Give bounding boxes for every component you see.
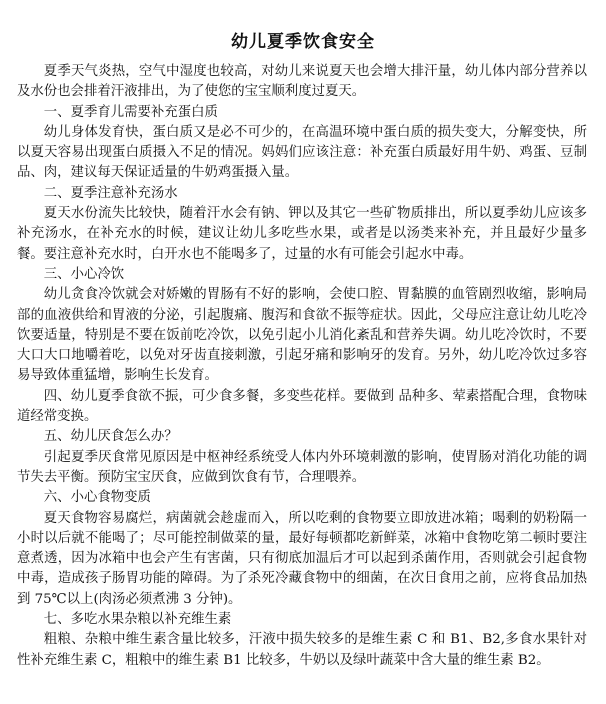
paragraph-spoilage: 夏天食物容易腐烂，病菌就会趁虚而入，所以吃剩的食物要立即放进冰箱；喝剩的奶粉隔一小时以后就不能喝了；尽可能控制做菜的量，最好每顿都吃新鲜菜，冰箱中食物吃第二顿时要注意煮透，因为冰箱中也会产生有害菌，只有彻底加温后才可以起到杀菌作用，否则就会引起食物中毒，造成孩子肠胃功能的障碍。为了杀死冷藏食物中的细菌，在次日食用之前，应将食品加热到 75℃以上(肉汤必须煮沸 3 分钟)。 xyxy=(17,510,587,607)
paragraph-vitamins: 粗粮、杂粮中维生素含量比较多，汗液中损失较多的是维生素 C 和 B1、B2,多食水果针对性补充维生素 C，粗粮中的维生素 B1 比较多，牛奶以及绿叶蔬菜中含大量的维生素 B2。 xyxy=(17,632,587,668)
paragraph-cold-drinks: 幼儿贪食冷饮就会对娇嫩的胃肠有不好的影响，会使口腔、胃黏膜的血管剧烈收缩，影响局部的血液供给和胃液的分泌，引起腹痛、腹泻和食欲不振等症状。因此，父母应注意让幼儿吃冷饮要适量，特别是不要在饭前吃冷饮，以免引起小儿消化紊乱和营养失调。幼儿吃冷饮时，不要大口大口地嚼着吃，以免对牙齿直接刺激，引起牙痛和影响牙的发育。另外，幼儿吃冷饮过多容易导致体重猛增，影响生长发育。 xyxy=(17,287,587,384)
section-heading-spoilage: 六、小心食物变质 xyxy=(43,490,151,506)
paragraph-soup: 夏天水份流失比较快，随着汗水会有钠、钾以及其它一些矿物质排出，所以夏季幼儿应该多补充汤水，在补充水的时候，建议让幼儿多吃些水果，或者是以汤类来补充，并且最好少量多餐。要注意补充水时，白开水也不能喝多了，过量的水有可能会引起水中毒。 xyxy=(17,206,587,262)
intro-paragraph: 夏季天气炎热，空气中湿度也较高，对幼儿来说夏天也会增大排汗量，幼儿体内部分营养以及水份也会排着汗液排出，为了使您的宝宝顺利度过夏天。 xyxy=(17,64,587,100)
paragraph-protein: 幼儿身体发育快，蛋白质又是必不可少的，在高温环境中蛋白质的损失变大，分解变快，所以夏天容易出现蛋白质摄入不足的情况。妈妈们应该注意：补充蛋白质最好用牛奶、鸡蛋、豆制品、肉，建议每天保证适量的牛奶鸡蛋摄入量。 xyxy=(17,124,587,181)
section-heading-protein: 一、夏季育儿需要补充蛋白质 xyxy=(43,104,218,120)
section-heading-cold-drinks: 三、小心冷饮 xyxy=(43,266,125,282)
document-title: 幼儿夏季饮食安全 xyxy=(231,32,375,52)
section-heading-soup: 二、夏季注意补充汤水 xyxy=(43,185,178,201)
paragraph-anorexia: 引起夏季厌食常见原因是中枢神经系统受人体内外环境刺激的影响，使胃肠对消化功能的调节失去平衡。预防宝宝厌食，应做到饮食有节，合理喂养。 xyxy=(17,449,587,485)
section-heading-anorexia: 五、幼儿厌食怎么办？ xyxy=(43,429,178,445)
paragraph-appetite: 四、幼儿夏季食欲不振，可少食多餐，多变些花样。要做到 品种多、荤素搭配合理，食物味道经常变换。 xyxy=(17,388,587,425)
document-body xyxy=(17,62,587,671)
section-heading-vitamins: 七、多吃水果杂粮以补充维生素 xyxy=(43,612,232,628)
